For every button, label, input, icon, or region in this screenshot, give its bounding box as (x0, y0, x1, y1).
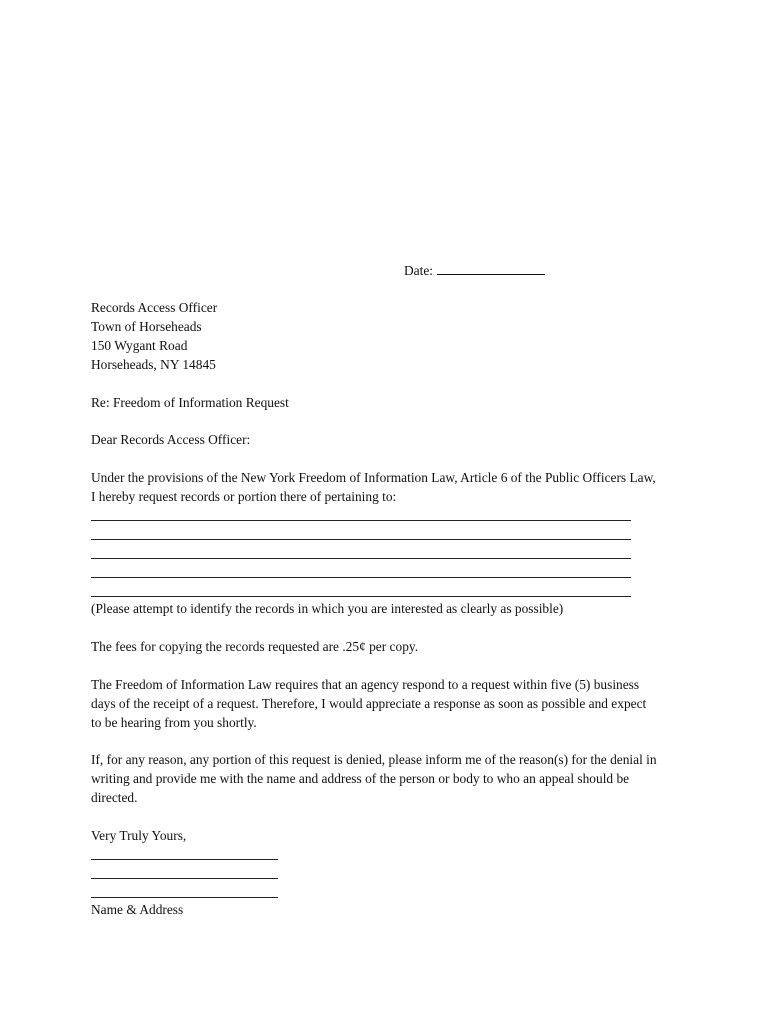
intro-line-2: I hereby request records or portion there of pertaining to: (91, 489, 397, 504)
recipient-street: 150 Wygant Road (91, 338, 188, 353)
request-blank-line-5[interactable] (91, 596, 631, 597)
fees-statement: The fees for copying the records requested are .25¢ per copy. (91, 639, 419, 654)
response-line-1: The Freedom of Information Law requires that an agency respond to a request within five (5) business (91, 677, 640, 692)
denial-line-2: writing and provide me with the name and address of the person or body to who an appeal should be (91, 771, 630, 786)
valediction: Very Truly Yours, (91, 828, 187, 843)
signature-blank-line-2[interactable] (91, 878, 278, 879)
request-blank-line-1[interactable] (91, 520, 631, 521)
signature-blank-line-3[interactable] (91, 897, 278, 898)
denial-line-1: If, for any reason, any portion of this request is denied, please inform me of the reason(s) for the denial in (91, 752, 657, 767)
recipient-city-state-zip: Horseheads, NY 14845 (91, 357, 216, 372)
response-line-2: days of the receipt of a request. Therefore, I would appreciate a response as soon as possible and expect (91, 696, 647, 711)
intro-line-1: Under the provisions of the New York Freedom of Information Law, Article 6 of the Public Officers Law, (91, 470, 656, 485)
date-label: Date: (404, 263, 433, 278)
denial-line-3: directed. (91, 790, 138, 805)
request-blank-line-2[interactable] (91, 539, 631, 540)
signature-label: Name & Address (91, 902, 184, 917)
request-blank-line-3[interactable] (91, 558, 631, 559)
date-row (404, 262, 545, 279)
re-line: Re: Freedom of Information Request (91, 395, 289, 410)
recipient-title: Records Access Officer (91, 300, 218, 315)
date-blank-line[interactable] (437, 262, 545, 275)
response-line-3: to be hearing from you shortly. (91, 715, 257, 730)
signature-blank-line-1[interactable] (91, 859, 278, 860)
salutation: Dear Records Access Officer: (91, 432, 251, 447)
recipient-organization: Town of Horseheads (91, 319, 202, 334)
identify-note: (Please attempt to identify the records in which you are interested as clearly as possible) (91, 601, 564, 616)
request-blank-line-4[interactable] (91, 577, 631, 578)
